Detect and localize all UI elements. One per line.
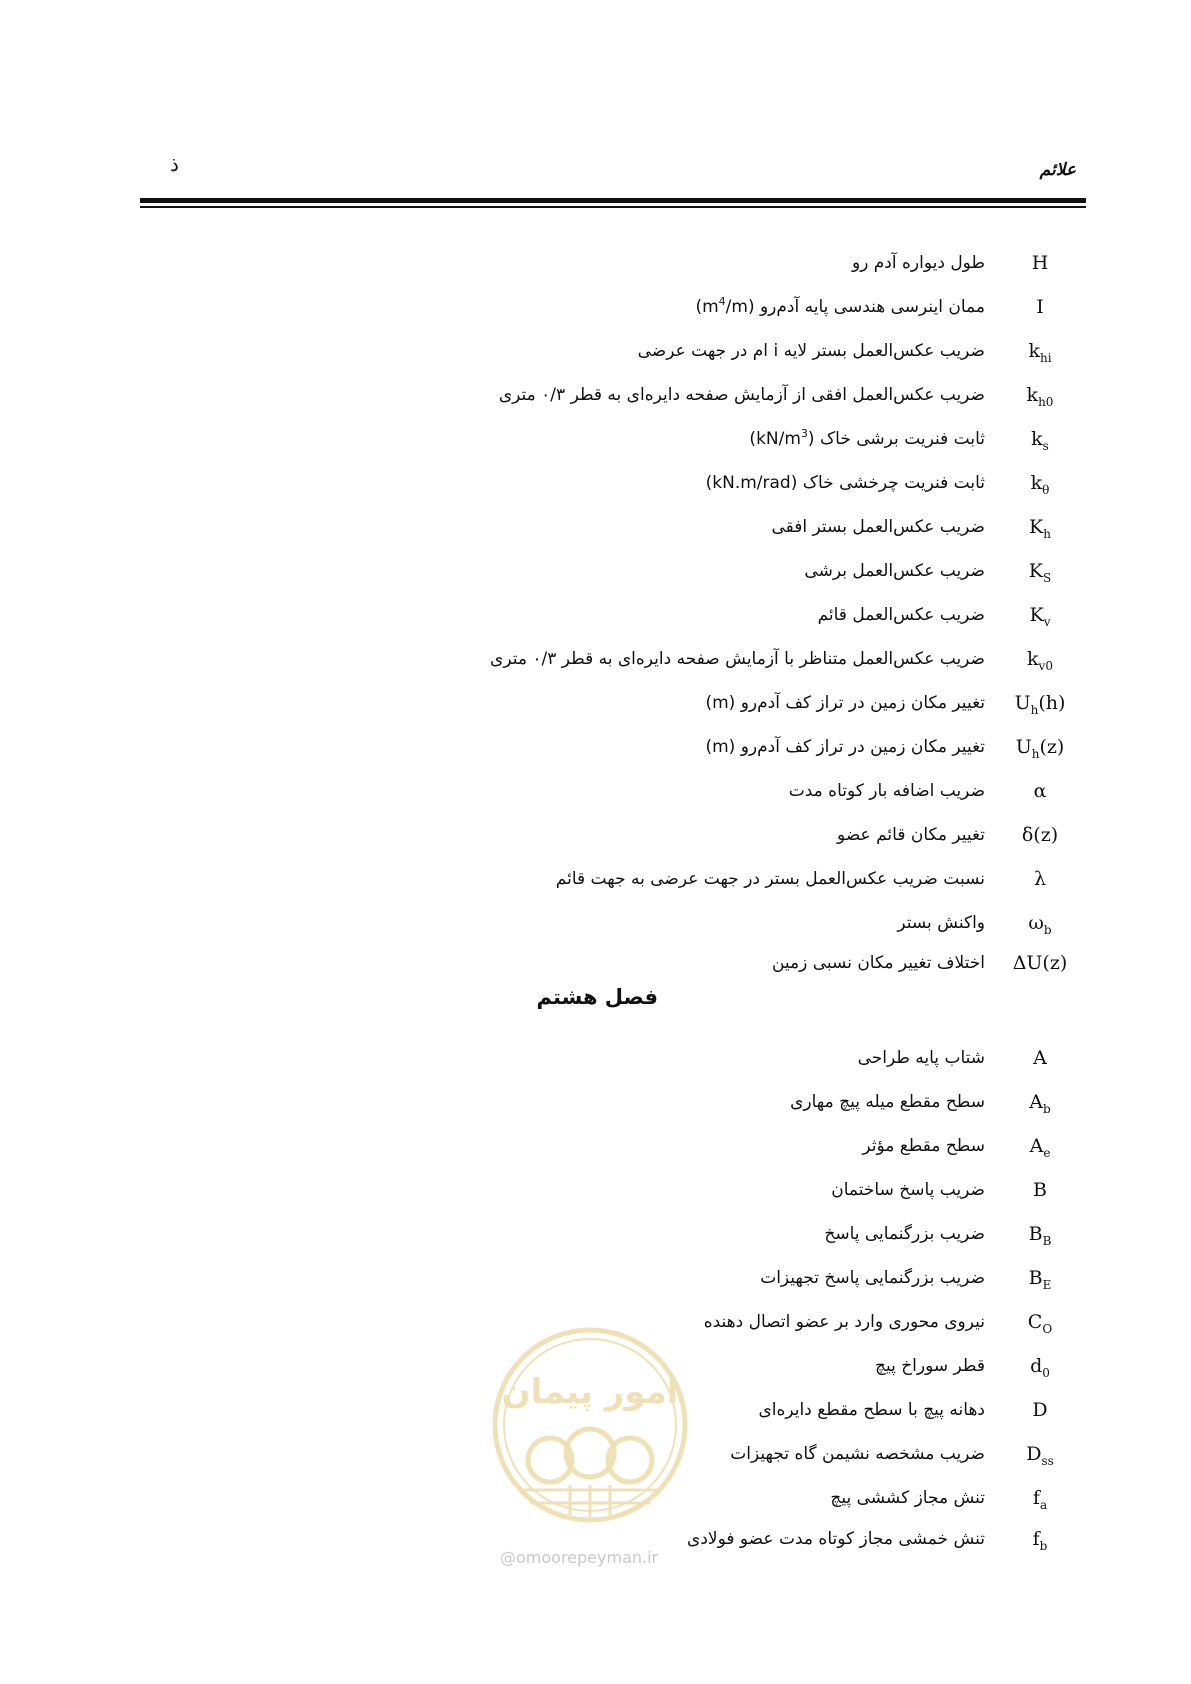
description: تنش خمشی مجاز کوتاه مدت عضو فولادی: [687, 1529, 985, 1549]
symbol: α: [1033, 780, 1047, 802]
description: نیروی محوری وارد بر عضو اتصال دهنده: [703, 1312, 985, 1332]
description: ضریب مشخصه نشیمن گاه تجهیزات: [730, 1444, 985, 1464]
list-item: [0, 683, 1191, 723]
list-item: [0, 771, 1191, 811]
list-item: [0, 375, 1191, 415]
list-item: [0, 331, 1191, 371]
header-title: علائم: [1039, 160, 1076, 180]
list-item: [0, 1214, 1191, 1254]
symbol: $K_S$: [1028, 560, 1052, 585]
page-number: ذ: [170, 152, 179, 176]
list-item: [0, 1038, 1191, 1078]
symbol: $\omega_b$: [1028, 912, 1052, 937]
symbol: D: [1032, 1399, 1048, 1421]
list-item: [0, 1170, 1191, 1210]
list-item: [0, 287, 1191, 327]
list-item: [0, 507, 1191, 547]
list-item: [0, 463, 1191, 503]
symbol: $A_e$: [1029, 1135, 1051, 1160]
symbol: $U_h(h)$: [1014, 692, 1066, 717]
description: واکنش بستر: [897, 913, 985, 933]
symbol: $B_B$: [1028, 1223, 1052, 1248]
description: شتاب پایه طراحی: [857, 1048, 985, 1068]
symbol: $k_{hi}$: [1028, 340, 1052, 365]
description: ثابت فنریت چرخشی خاک (kN.m/rad): [705, 473, 985, 493]
list-item: [0, 943, 1191, 983]
symbol: $B_E$: [1028, 1267, 1052, 1292]
list-item: [0, 1126, 1191, 1166]
symbol: $D_{ss}$: [1026, 1443, 1054, 1468]
header-rule-thick: [140, 198, 1086, 203]
description: تغییر مکان زمین در تراز کف آدم‌رو (m): [705, 693, 985, 713]
symbol: H: [1031, 252, 1049, 274]
symbol: ΔU(z): [1012, 952, 1068, 974]
symbol: $U_h(z)$: [1015, 736, 1065, 761]
symbol: $A_b$: [1029, 1091, 1051, 1116]
description: ضریب عکس‌العمل قائم: [817, 605, 985, 625]
svg-text:امور پیمان: امور پیمان: [501, 1372, 679, 1412]
symbol: $k_{v0}$: [1027, 648, 1053, 673]
description: نسبت ضریب عکس‌العمل بستر در جهت عرضی به جهت قائم: [555, 869, 985, 889]
list-item: [0, 551, 1191, 591]
description: ثابت فنریت برشی خاک $(kN/m^3)$: [749, 427, 985, 449]
description: ممان اینرسی هندسی پایه آدم‌رو $(m^4/m)$: [695, 295, 985, 317]
list-item: [0, 243, 1191, 283]
description: طول دیواره آدم رو: [851, 253, 985, 273]
description: ضریب عکس‌العمل افقی از آزمایش صفحه دایره‌ای به قطر ۰/۳ متری: [498, 385, 985, 405]
description: ضریب بزرگنمایی پاسخ تجهیزات: [760, 1268, 985, 1288]
description: ضریب اضافه بار کوتاه مدت: [788, 781, 985, 801]
description: دهانه پیچ با سطح مقطع دایره‌ای: [758, 1400, 985, 1420]
symbol: $f_b$: [1032, 1528, 1048, 1553]
description: ضریب پاسخ ساختمان: [831, 1180, 985, 1200]
symbol: λ: [1033, 868, 1047, 890]
watermark-logo-icon: [490, 1325, 690, 1525]
description: ضریب عکس‌العمل بستر افقی: [771, 517, 985, 537]
symbol: $k_\theta$: [1030, 472, 1050, 497]
description: اختلاف تغییر مکان نسبی زمین: [771, 953, 985, 973]
list-item: [0, 1258, 1191, 1298]
description: سطح مقطع میله پیچ مهاری: [790, 1092, 985, 1112]
description: ضریب بزرگنمایی پاسخ: [824, 1224, 985, 1244]
list-item: [0, 859, 1191, 899]
list-item: [0, 815, 1191, 855]
symbol: $k_{h0}$: [1026, 384, 1054, 409]
symbol: I: [1036, 296, 1044, 318]
header-rule-thin: [140, 206, 1086, 208]
symbol: $f_a$: [1032, 1487, 1048, 1512]
list-item: [0, 903, 1191, 943]
description: تغییر مکان قائم عضو: [837, 825, 985, 845]
symbol: $k_s$: [1031, 428, 1049, 453]
description: ضریب عکس‌العمل بستر لایه i ام در جهت عرضی: [637, 341, 985, 361]
symbol: $K_v$: [1029, 604, 1051, 629]
description: قطر سوراخ پیچ: [874, 1356, 985, 1376]
symbol: $d_0$: [1030, 1355, 1050, 1380]
description: تنش مجاز کششی پیچ: [830, 1488, 985, 1508]
section-heading: فصل هشتم: [536, 985, 658, 1009]
symbol: B: [1033, 1179, 1047, 1201]
description: ضریب عکس‌العمل برشی: [804, 561, 985, 581]
watermark-caption: @omoorepeyman.ir: [500, 1548, 659, 1567]
list-item: [0, 595, 1191, 635]
list-item: [0, 727, 1191, 767]
symbol: A: [1033, 1047, 1047, 1069]
symbol: $K_h$: [1029, 516, 1051, 541]
description: تغییر مکان زمین در تراز کف آدم‌رو (m): [705, 737, 985, 757]
description: ضریب عکس‌العمل متناظر با آزمایش صفحه دایره‌ای به قطر ۰/۳ متری: [490, 649, 985, 669]
list-item: [0, 639, 1191, 679]
list-item: [0, 419, 1191, 459]
list-item: [0, 1082, 1191, 1122]
description: سطح مقطع مؤثر: [862, 1136, 985, 1156]
symbol: δ(z): [1021, 824, 1059, 846]
symbol: $C_O$: [1027, 1311, 1053, 1336]
